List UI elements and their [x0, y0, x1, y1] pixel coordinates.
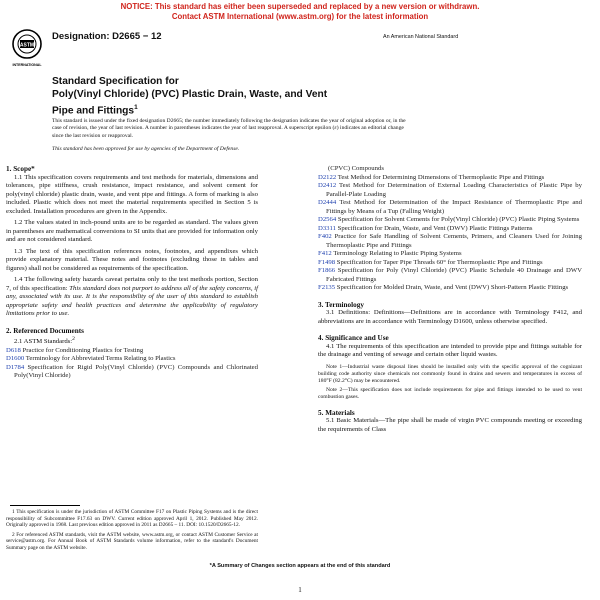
- note-2: Note 2—This specification does not include requirements for pipe and fittings intended to be used to vent combustion gases.: [318, 386, 582, 400]
- terminology-heading: 3. Terminology: [318, 300, 364, 309]
- notice-line-1: NOTICE: This standard has either been superseded and replaced by a new version or withdrawn.: [120, 2, 480, 11]
- footnotes: [6, 509, 258, 552]
- referenced-docs-heading: 2. Referenced Documents: [6, 326, 84, 335]
- para-1-3: 1.3 The text of this specification references notes, footnotes, and appendixes which provide explanatory material. These notes and footnotes (excluding those in tables and figures) shall not be considered as requirements of the specification.: [6, 247, 258, 272]
- reference-item[interactable]: D2412 Test Method for Determination of External Loading Characteristics of Plastic Pipe by Parallel-Plate Loading: [318, 182, 582, 198]
- reference-item[interactable]: F412 Terminology Relating to Plastic Piping Systems: [318, 250, 462, 257]
- title-line-1: Standard Specification for: [52, 76, 179, 87]
- para-1-4: 1.4 The following safety hazards caveat pertains only to the test methods portion, Section 7, of this specification: This standard does not purport to address all of the safety concerns, if any, associated with its use. It is the responsibility of the user of this standard to establish appropriate safety and health practices and determine the applicability of regulatory limitations prior to use.: [6, 276, 258, 317]
- designation: Designation: D2665 − 12: [52, 31, 162, 42]
- reference-item[interactable]: F1498 Specification for Taper Pipe Threads 60° for Thermoplastic Pipe and Fittings: [318, 258, 543, 266]
- supersede-notice: [0, 2, 600, 22]
- footnote-rule: [10, 505, 80, 506]
- para-1-1: 1.1 This specification covers requirements and test methods for materials, dimensions and tolerances, pipe stiffness, crush resistance, impact resistance, and solvent cement for poly(vinyl chloride) plastic drain, waste, and vent pipe and fittings. A form of marking is also included. Plastic which does not meet the material requirements specified in Section 5 is excluded. Installation procedures are given in the Appendix.: [6, 173, 258, 215]
- para-5-1: 5.1 Basic Materials—The pipe shall be made of virgin PVC compounds meeting or exceeding the requirements of Class: [318, 417, 582, 433]
- svg-text:INTERNATIONAL: INTERNATIONAL: [12, 63, 42, 67]
- para-1-2: 1.2 The values stated in inch-pound units are to be regarded as standard. The values given in parentheses are mathematical conversions to SI units that are provided for information only and are not considered standard.: [6, 219, 258, 243]
- reference-item[interactable]: F2135 Specification for Molded Drain, Waste, and Vent (DWV) Short-Pattern Plastic Fittings: [318, 284, 569, 291]
- reference-item[interactable]: D1600 Terminology for Abbreviated Terms Relating to Plastics: [6, 355, 176, 363]
- title-line-3: Pipe and Fittings$^1$: [52, 104, 138, 117]
- footnote-1: 1 This specification is under the jurisdiction of ASTM Committee F17 on Plastic Piping Systems and is the direct responsibility of Subcommittee F17.63 on DWV. Current edition approved April 1, 2012. Published May 2012. Originally approved in 1968. Last previous edition approved in 2011 as D2665 – 11. DOI: 10.1520/D2665-12.: [6, 509, 258, 529]
- reference-item[interactable]: D3311 Specification for Drain, Waste, and Vent (DWV) Plastic Fittings Patterns: [318, 224, 533, 232]
- scope-heading: 1. Scope*: [6, 165, 35, 173]
- para-4-1: 4.1 The requirements of this specification are intended to provide pipe and fittings suitable for the drainage and venting of sewage and certain other liquid wastes.: [318, 342, 582, 358]
- reference-item[interactable]: F402 Practice for Safe Handling of Solvent Cements, Primers, and Cleaners Used for Joining Thermoplastic Pipe and Fittings: [318, 233, 582, 249]
- right-column: [318, 165, 582, 434]
- left-column: [6, 165, 258, 381]
- astm-logo: [10, 28, 44, 68]
- issue-statement: This standard is issued under the fixed designation D2665; the number immediately following the designation indicates the year of original adoption or, in the case of revision, the year of last revision. A number in parentheses indicates the year of last reapproval. A superscript epsilon (ε) indicates an editorial change since the last revision or reapproval.: [52, 118, 406, 139]
- astm-standards-label: 2.1 ASTM Standards:$^2$: [14, 336, 75, 346]
- reference-item[interactable]: D2444 Test Method for Determination of the Impact Resistance of Thermoplastic Pipe and Fittings by Means of a Tup (Falling Weight): [318, 199, 582, 215]
- significance-heading: 4. Significance and Use: [318, 334, 389, 342]
- reference-item[interactable]: F1866 Specification for Poly (Vinyl Chloride) (PVC) Plastic Schedule 40 Drainage and DWV Fabricated Fittings: [318, 267, 582, 283]
- notice-line-2: Contact ASTM International (www.astm.org) for the latest information: [171, 12, 429, 21]
- summary-of-changes-note: *A Summary of Changes section appears at the end of this standard: [209, 563, 391, 569]
- document-title: [52, 75, 412, 117]
- note-1: Note 1—Industrial waste disposal lines should be installed only with the specific approval of the cognizant building code authority since chemicals not commonly found in drains and sewers and temperatures in excess of 180°F (82.2°C) may be encountered.: [318, 363, 582, 384]
- reference-item[interactable]: D2122 Test Method for Determining Dimensions of Thermoplastic Pipe and Fittings: [318, 173, 545, 181]
- reference-item[interactable]: D1784 Specification for Rigid Poly(Vinyl Chloride) (PVC) Compounds and Chlorinated Poly(Vinyl Chloride): [6, 363, 258, 380]
- para-3-1: 3.1 Definitions: Definitions—Definitions are in accordance with Terminology F412, and abbreviations are in accordance with Terminology D1600, unless otherwise specified.: [318, 309, 582, 325]
- footnote-2: 2 For referenced ASTM standards, visit the ASTM website, www.astm.org, or contact ASTM Customer Service at service@astm.org. For Annual Book of ASTM Standards volume information, refer to the standard's Document Summary page on the ASTM website.: [6, 531, 258, 551]
- reference-continuation: (CPVC) Compounds: [328, 165, 384, 172]
- title-line-2: Poly(Vinyl Chloride) (PVC) Plastic Drain, Waste, and Vent: [52, 89, 328, 100]
- svg-text:ASTM: ASTM: [19, 42, 35, 49]
- dod-approval: This standard has been approved for use by agencies of the Department of Defense.: [52, 146, 240, 152]
- page-number: 1: [298, 586, 302, 594]
- materials-heading: 5. Materials: [318, 408, 355, 417]
- american-national-standard: An American National Standard: [383, 34, 459, 40]
- reference-item[interactable]: D2564 Specification for Solvent Cements for Poly(Vinyl Chloride) (PVC) Plastic Piping Systems: [318, 216, 580, 223]
- reference-item[interactable]: D618 Practice for Conditioning Plastics for Testing: [6, 346, 144, 354]
